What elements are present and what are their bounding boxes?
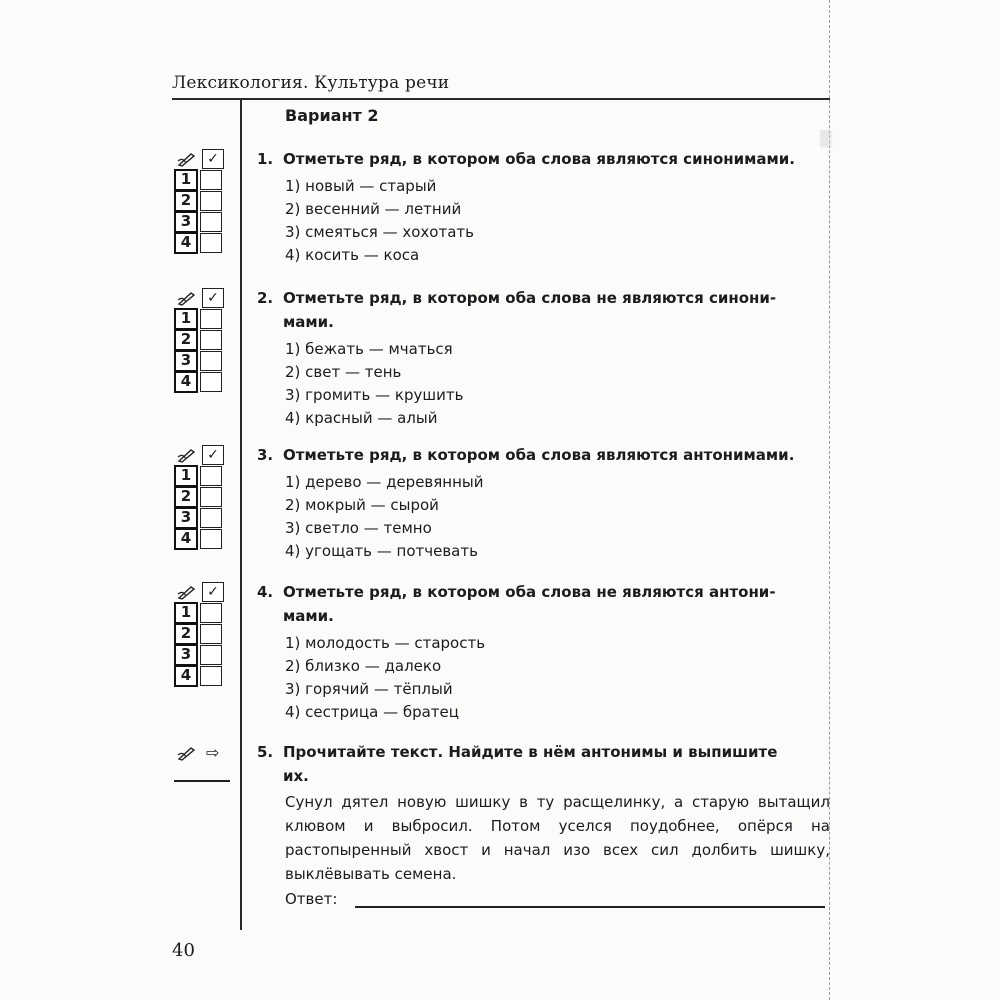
arrow-right-icon: ⇨ (206, 743, 220, 762)
option: 1) новый — старый (285, 177, 437, 195)
options-list (285, 632, 837, 724)
option: 1) молодость — старость (285, 634, 486, 652)
option: 4) косить — коса (285, 246, 420, 264)
checkmark-box: ✓ (202, 445, 224, 465)
answer-boxes-q2 (174, 287, 230, 392)
question-3 (257, 443, 837, 563)
number-box: 4 (174, 232, 198, 254)
checkmark-box: ✓ (202, 582, 224, 602)
page-number: 40 (172, 940, 195, 961)
number-box: 3 (174, 350, 198, 372)
pen-icon (174, 445, 200, 465)
number-box: 4 (174, 665, 198, 687)
number-box: 4 (174, 371, 198, 393)
option: 4) сестрица — братец (285, 703, 459, 721)
checkmark-box: ✓ (202, 288, 224, 308)
question-stem-cont: мами. (283, 607, 334, 625)
option: 1) дерево — деревянный (285, 473, 484, 491)
question-stem: 4. Отметьте ряд, в котором оба слова не являются антони- (257, 583, 776, 601)
number-box: 4 (174, 528, 198, 550)
number-box: 2 (174, 190, 198, 212)
question-1 (257, 147, 837, 267)
checkmark-box: ✓ (202, 149, 224, 169)
page-header: Лексикология. Культура речи (172, 73, 450, 93)
answer-checkbox[interactable] (200, 624, 222, 644)
number-box: 3 (174, 507, 198, 529)
question-stem: 3. Отметьте ряд, в котором оба слова являются антонимами. (257, 446, 795, 464)
option: 4) красный — алый (285, 409, 438, 427)
answer-checkbox[interactable] (200, 309, 222, 329)
options-list (285, 175, 837, 267)
answer-line[interactable] (355, 906, 825, 908)
answer-checkbox[interactable] (200, 645, 222, 665)
answer-checkbox[interactable] (200, 330, 222, 350)
bleed-through: ▒ (820, 130, 832, 148)
margin-short-rule (174, 780, 230, 782)
option: 3) смеяться — хохотать (285, 223, 474, 241)
question-stem-cont: мами. (283, 313, 334, 331)
question-stem: 5. Прочитайте текст. Найдите в нём антонимы и выпишите (257, 743, 778, 761)
answer-checkbox[interactable] (200, 351, 222, 371)
answer-checkbox[interactable] (200, 170, 222, 190)
pen-icon (174, 288, 200, 308)
answer-checkbox[interactable] (200, 466, 222, 486)
number-box: 2 (174, 329, 198, 351)
number-box: 2 (174, 486, 198, 508)
option: 2) свет — тень (285, 363, 402, 381)
option: 2) близко — далеко (285, 657, 442, 675)
reading-text: Сунул дятел новую шишку в ту расщелинку, а старую вытащил клювом и выбросил. Потом уселся поудобнее, опёрся на растопыренный хвост и начал изо всех сил долбить шишку, выклёвывать семена. (285, 793, 830, 883)
margin-rule (240, 100, 242, 930)
number-box: 3 (174, 211, 198, 233)
answer-label: Ответ: (285, 890, 338, 908)
q5-margin (174, 742, 230, 763)
header-rule (172, 98, 830, 100)
answer-checkbox[interactable] (200, 508, 222, 528)
question-2 (257, 286, 837, 430)
answer-checkbox[interactable] (200, 191, 222, 211)
question-stem-cont: их. (283, 767, 309, 785)
answer-checkbox[interactable] (200, 372, 222, 392)
answer-checkbox[interactable] (200, 487, 222, 507)
option: 2) весенний — летний (285, 200, 462, 218)
number-box: 1 (174, 602, 198, 624)
answer-boxes-q3 (174, 444, 230, 549)
options-list (285, 471, 837, 563)
question-4 (257, 580, 837, 724)
number-box: 1 (174, 465, 198, 487)
answer-boxes-q1 (174, 148, 230, 253)
number-box: 1 (174, 169, 198, 191)
option: 1) бежать — мчаться (285, 340, 453, 358)
question-stem: 1. Отметьте ряд, в котором оба слова являются синонимами. (257, 150, 795, 168)
number-box: 3 (174, 644, 198, 666)
pen-icon (174, 743, 200, 763)
option: 3) горячий — тёплый (285, 680, 453, 698)
option: 2) мокрый — сырой (285, 496, 439, 514)
options-list (285, 338, 837, 430)
answer-boxes-q4 (174, 581, 230, 686)
pen-icon (174, 582, 200, 602)
number-box: 2 (174, 623, 198, 645)
option: 3) светло — темно (285, 519, 432, 537)
variant-title: Вариант 2 (285, 106, 379, 125)
pen-icon (174, 149, 200, 169)
number-box: 1 (174, 308, 198, 330)
answer-checkbox[interactable] (200, 212, 222, 232)
option: 3) громить — крушить (285, 386, 464, 404)
option: 4) угощать — потчевать (285, 542, 478, 560)
answer-checkbox[interactable] (200, 603, 222, 623)
answer-checkbox[interactable] (200, 233, 222, 253)
answer-checkbox[interactable] (200, 529, 222, 549)
question-5 (257, 740, 837, 788)
question-stem: 2. Отметьте ряд, в котором оба слова не являются синони- (257, 289, 777, 307)
answer-checkbox[interactable] (200, 666, 222, 686)
